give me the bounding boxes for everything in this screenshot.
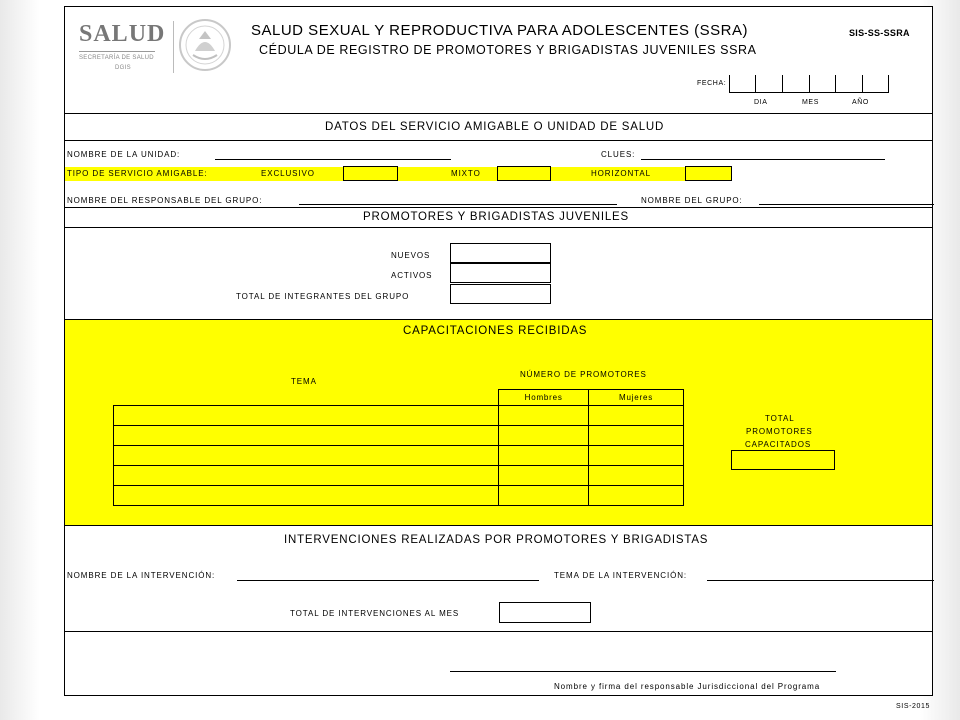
anio-label: AÑO: [852, 99, 869, 106]
hombres-cell[interactable]: [499, 426, 589, 446]
tema-cell[interactable]: [114, 426, 499, 446]
logo-divider: [173, 21, 174, 73]
firma-section: [65, 631, 932, 697]
promotores-section: [65, 207, 932, 319]
logo-text: SALUD: [79, 21, 166, 47]
table-row: [114, 406, 684, 426]
mixto-label: MIXTO: [451, 169, 481, 178]
promotores-title: PROMOTORES Y BRIGADISTAS JUVENILES: [363, 211, 629, 223]
tema-header: TEMA: [291, 377, 317, 386]
mujeres-cell[interactable]: [589, 406, 684, 426]
intervenciones-title: INTERVENCIONES REALIZADAS POR PROMOTORES Y BRIGADISTAS: [284, 534, 709, 546]
total-capacitados-line2: PROMOTORES: [746, 427, 813, 436]
grupo-label: NOMBRE DEL GRUPO:: [641, 196, 743, 205]
nombre-intervencion-label: NOMBRE DE LA INTERVENCIÓN:: [67, 571, 216, 580]
salud-logo: [75, 21, 165, 81]
unidad-field[interactable]: [215, 159, 451, 160]
total-capacitados-line3: CAPACITADOS: [745, 440, 812, 449]
total-integrantes-field[interactable]: [450, 284, 551, 304]
nuevos-field[interactable]: [450, 243, 551, 263]
table-row: [114, 486, 684, 506]
nombre-intervencion-field[interactable]: [237, 580, 539, 581]
tema-intervencion-field[interactable]: [707, 580, 934, 581]
table-row: [114, 466, 684, 486]
total-capacitados-field[interactable]: [731, 450, 835, 470]
hombres-cell[interactable]: [499, 466, 589, 486]
intervenciones-section: [65, 525, 932, 631]
mujeres-cell[interactable]: [589, 446, 684, 466]
hombres-cell[interactable]: [499, 446, 589, 466]
form-code: SIS-SS-SSRA: [849, 28, 910, 38]
activos-field[interactable]: [450, 263, 551, 283]
form-subtitle: CÉDULA DE REGISTRO DE PROMOTORES Y BRIGADISTAS JUVENILES SSRA: [259, 43, 757, 57]
mujeres-cell[interactable]: [589, 426, 684, 446]
fecha-label: FECHA:: [697, 80, 727, 87]
hombres-header: Hombres: [499, 390, 589, 406]
capacitaciones-title: CAPACITACIONES RECIBIDAS: [403, 325, 588, 337]
total-intervenciones-field[interactable]: [499, 602, 591, 623]
tema-intervencion-label: TEMA DE LA INTERVENCIÓN:: [554, 571, 688, 580]
mujeres-header: Mujeres: [589, 390, 684, 406]
clues-field[interactable]: [641, 159, 885, 160]
numero-promotores-header: NÚMERO DE PROMOTORES: [520, 370, 647, 379]
form-sheet: [64, 6, 933, 696]
total-capacitados-line1: TOTAL: [765, 414, 795, 423]
mujeres-cell[interactable]: [589, 486, 684, 506]
total-integrantes-label: TOTAL DE INTEGRANTES DEL GRUPO: [236, 292, 410, 301]
servicio-title: DATOS DEL SERVICIO AMIGABLE O UNIDAD DE SALUD: [325, 121, 665, 133]
horizontal-label: HORIZONTAL: [591, 169, 651, 178]
tipo-label: TIPO DE SERVICIO AMIGABLE:: [67, 169, 208, 178]
tema-cell[interactable]: [114, 406, 499, 426]
dia-label: DIA: [754, 99, 768, 106]
unidad-label: NOMBRE DE LA UNIDAD:: [67, 150, 181, 159]
exclusivo-checkbox[interactable]: [343, 166, 398, 181]
firma-line[interactable]: [450, 671, 836, 672]
hombres-cell[interactable]: [499, 406, 589, 426]
tema-cell[interactable]: [114, 446, 499, 466]
activos-label: ACTIVOS: [391, 271, 433, 280]
mujeres-cell[interactable]: [589, 466, 684, 486]
table-header-row: [114, 390, 684, 406]
footer-code: SIS-2015: [896, 703, 930, 710]
form-title: SALUD SEXUAL Y REPRODUCTIVA PARA ADOLESCENTES (SSRA): [251, 22, 748, 39]
capacitaciones-section: [65, 319, 932, 525]
tema-cell[interactable]: [114, 466, 499, 486]
capacitaciones-table: [113, 389, 684, 506]
horizontal-checkbox[interactable]: [685, 166, 732, 181]
tema-cell[interactable]: [114, 486, 499, 506]
fecha-boxes: [729, 75, 889, 93]
mes-label: MES: [802, 99, 819, 106]
responsable-field[interactable]: [299, 204, 617, 205]
mixto-checkbox[interactable]: [497, 166, 551, 181]
nuevos-label: NUEVOS: [391, 251, 431, 260]
exclusivo-label: EXCLUSIVO: [261, 169, 315, 178]
total-intervenciones-label: TOTAL DE INTERVENCIONES AL MES: [290, 609, 460, 618]
coat-of-arms-icon: [177, 17, 233, 73]
responsable-label: NOMBRE DEL RESPONSABLE DEL GRUPO:: [67, 196, 263, 205]
logo-small: DGIS: [115, 65, 131, 71]
table-row: [114, 446, 684, 466]
firma-label: Nombre y firma del responsable Jurisdiccional del Programa: [554, 682, 821, 691]
clues-label: CLUES:: [601, 150, 636, 159]
logo-subtitle: SECRETARÍA DE SALUD: [79, 55, 154, 61]
grupo-field[interactable]: [759, 204, 934, 205]
hombres-cell[interactable]: [499, 486, 589, 506]
table-row: [114, 426, 684, 446]
servicio-section: [65, 113, 932, 207]
